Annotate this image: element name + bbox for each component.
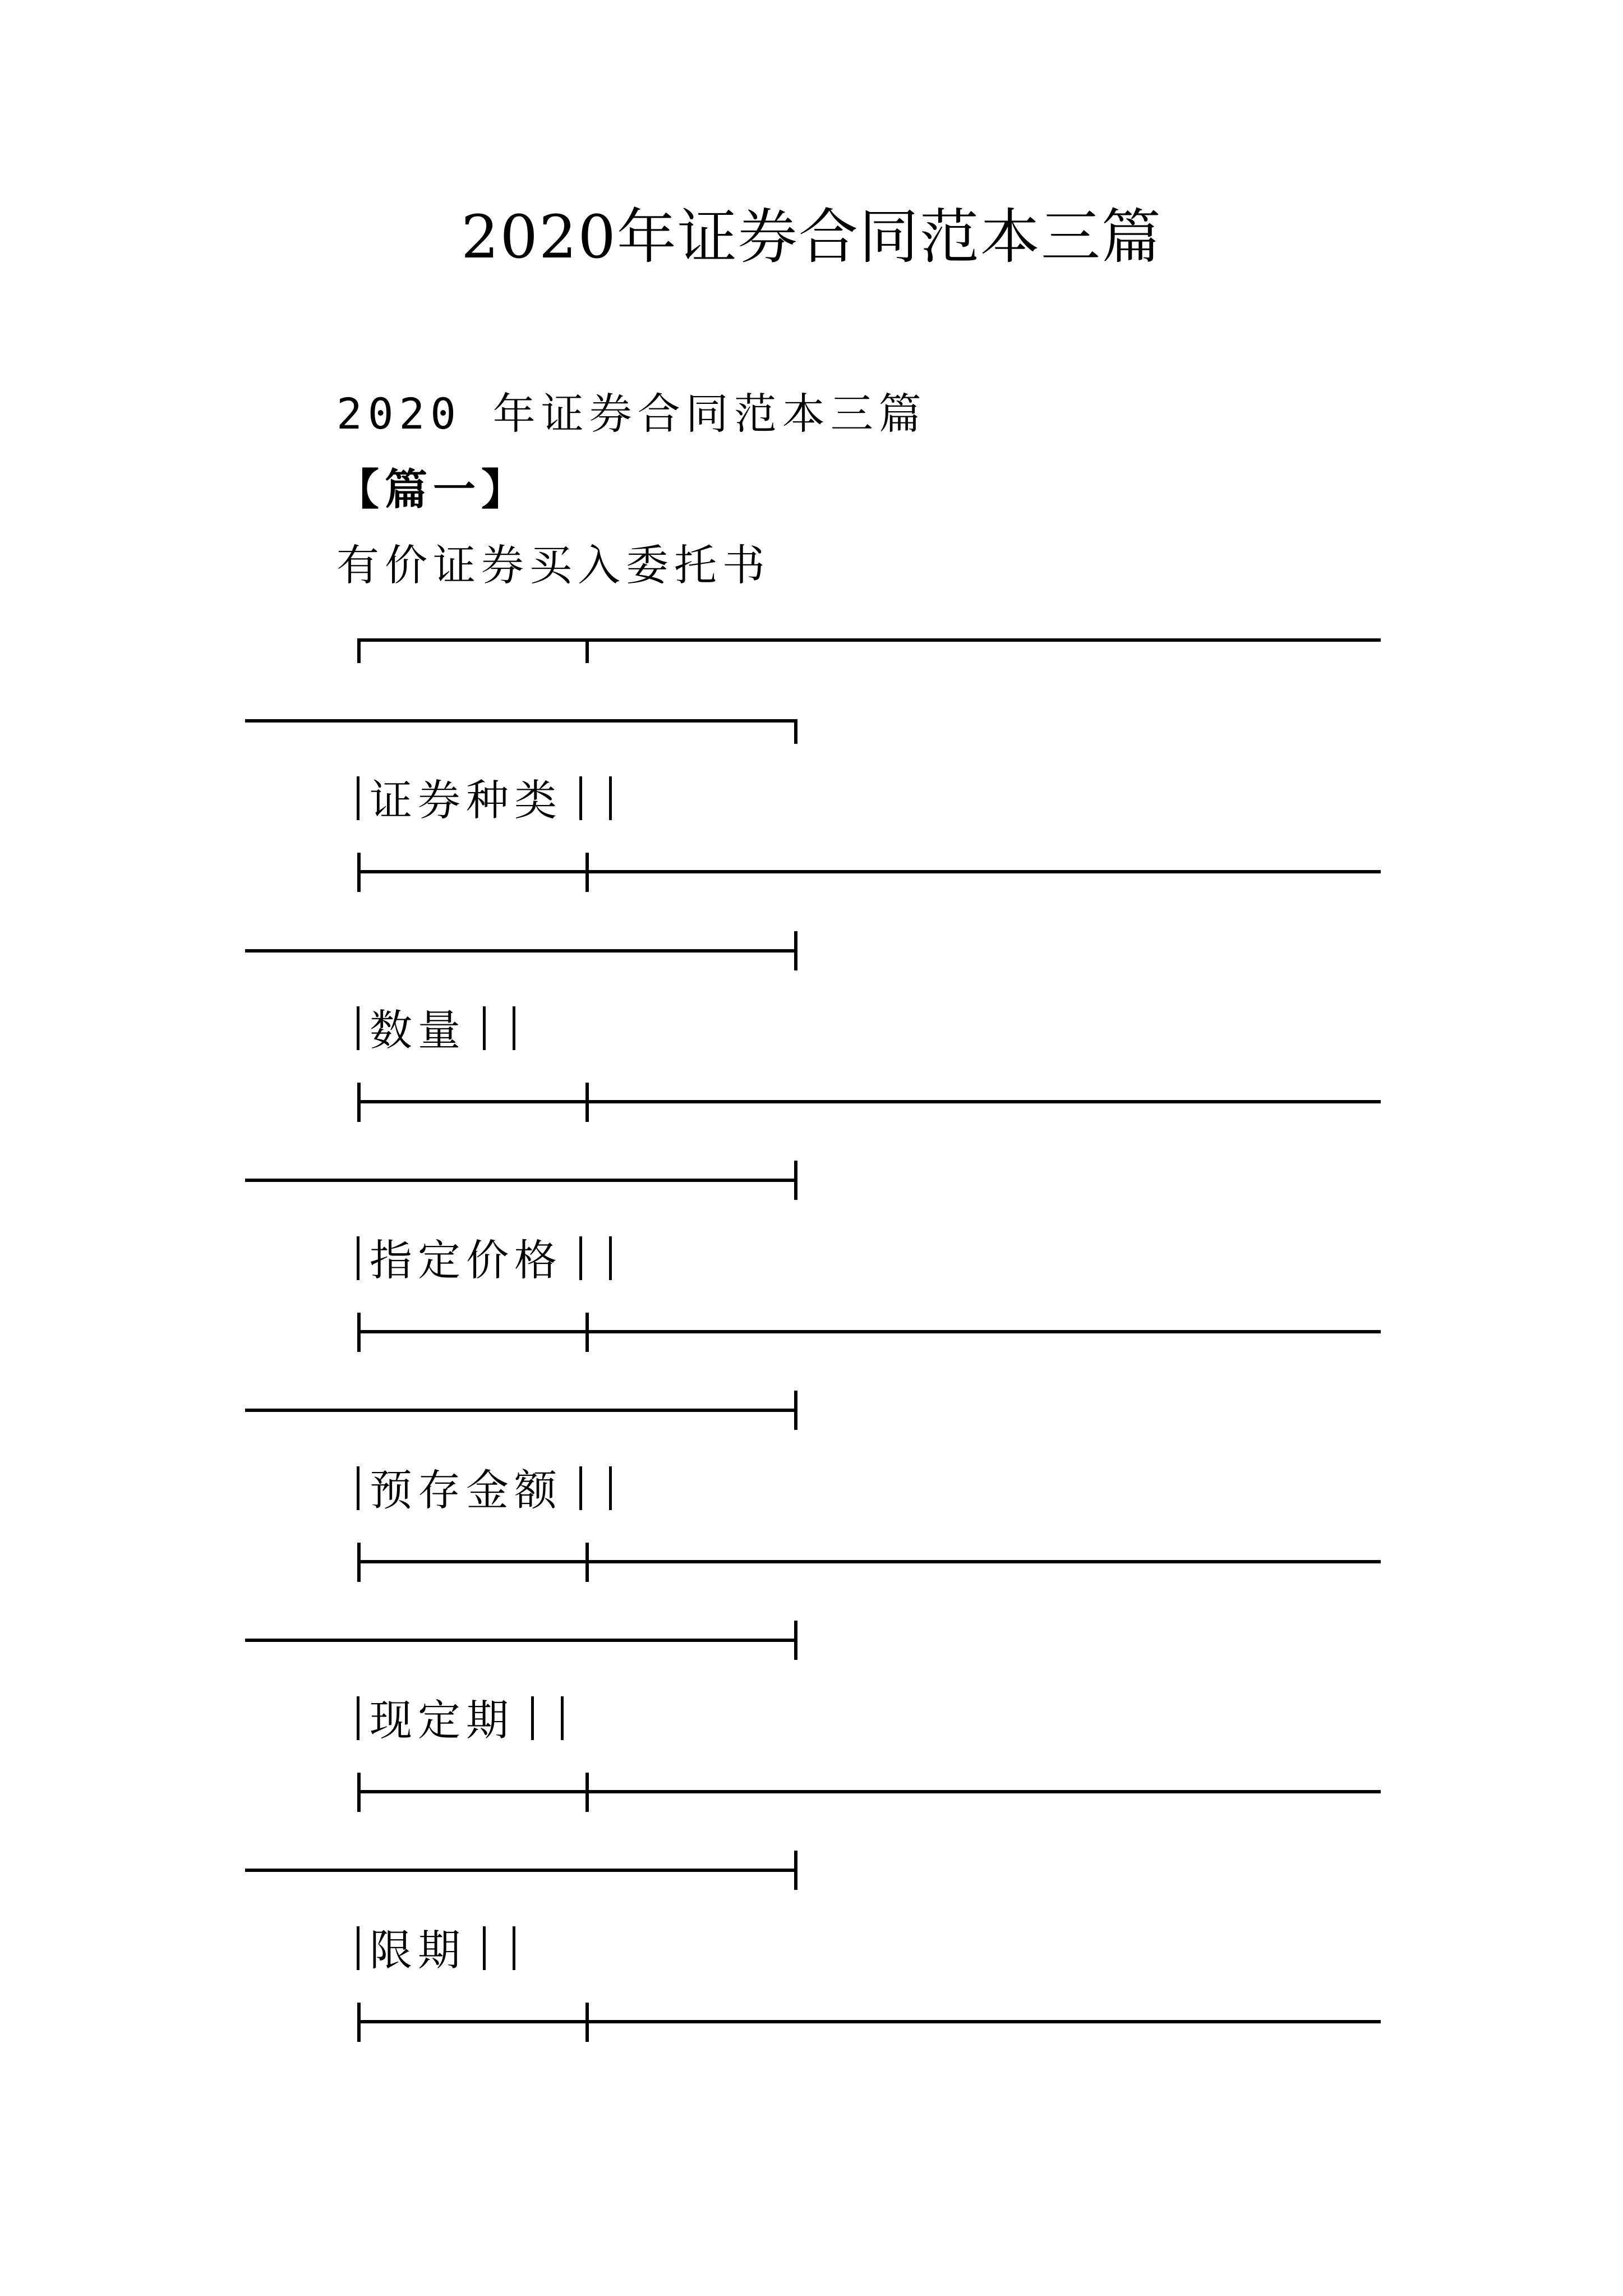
table-row <box>336 997 525 1059</box>
table-row <box>336 1917 525 1978</box>
cell-border <box>483 1006 486 1050</box>
cell-border <box>357 1236 359 1280</box>
cell-border <box>609 776 612 820</box>
cell-border <box>357 776 359 820</box>
table-row <box>336 1227 622 1289</box>
form-title: 有价证券买入委托书 <box>336 540 771 590</box>
cell-border <box>579 1236 582 1280</box>
row-label: 预存金额 <box>370 1465 562 1515</box>
table-row <box>336 767 622 829</box>
cell-border <box>513 1006 515 1050</box>
cell-border <box>579 1466 582 1510</box>
cell-border <box>357 1696 359 1740</box>
cell-border <box>561 1696 564 1740</box>
section-heading: 【篇一】 <box>336 464 529 514</box>
row-label: 数量 <box>370 1005 466 1055</box>
cell-border <box>609 1466 612 1510</box>
row-label: 现定期 <box>370 1695 514 1745</box>
row-label: 证券种类 <box>370 775 562 825</box>
row-label: 限期 <box>370 1925 466 1975</box>
cell-border <box>357 1006 359 1050</box>
cell-border <box>579 776 582 820</box>
cell-border <box>357 1926 359 1970</box>
document-title: 2020年证券合同范本三篇 <box>461 203 1162 272</box>
document-subtitle: 2020 年证券合同范本三篇 <box>336 389 927 439</box>
row-label: 指定价格 <box>370 1235 562 1285</box>
table-row <box>336 1457 622 1519</box>
cell-border <box>357 1466 359 1510</box>
cell-border <box>513 1926 515 1970</box>
cell-border <box>609 1236 612 1280</box>
table-row <box>336 1687 574 1749</box>
cell-border <box>531 1696 534 1740</box>
cell-border <box>483 1926 486 1970</box>
